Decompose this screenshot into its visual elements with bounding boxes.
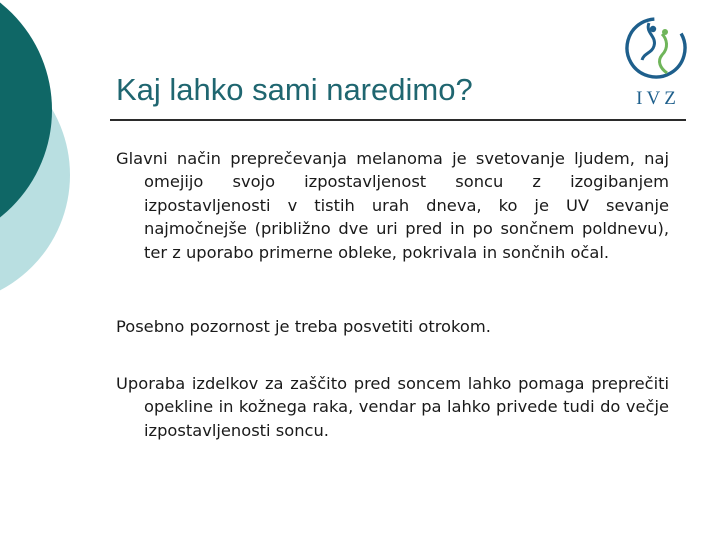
paragraph-children: Posebno pozornost je treba posvetiti otrokom.: [116, 317, 491, 336]
paragraph-sunscreen: Uporaba izdelkov za zaščito pred soncem lahko pomaga preprečiti opekline in kožnega raka, vendar pa lahko privede tudi do večje izpostavljenosti soncu.: [116, 374, 669, 440]
ivz-logo: [620, 10, 696, 110]
logo-text: IVZ: [636, 88, 680, 109]
left-circle-decoration: [0, 0, 80, 300]
title-divider: [110, 119, 686, 121]
ivz-figure-logo-icon: [620, 10, 696, 88]
paragraph-prevention: Glavni način preprečevanja melanoma je svetovanje ljudem, naj omejijo svojo izpostavljenost soncu z izogibanjem izpostavljenosti v tistih urah dneva, ko je UV sevanje najmočnejše (približno dve uri pred in po sončnem poldnevu), ter z uporabo primerne obleke, pokrivala in sončnih očal.: [116, 149, 669, 262]
slide-title: Kaj lahko sami naredimo?: [116, 72, 473, 107]
